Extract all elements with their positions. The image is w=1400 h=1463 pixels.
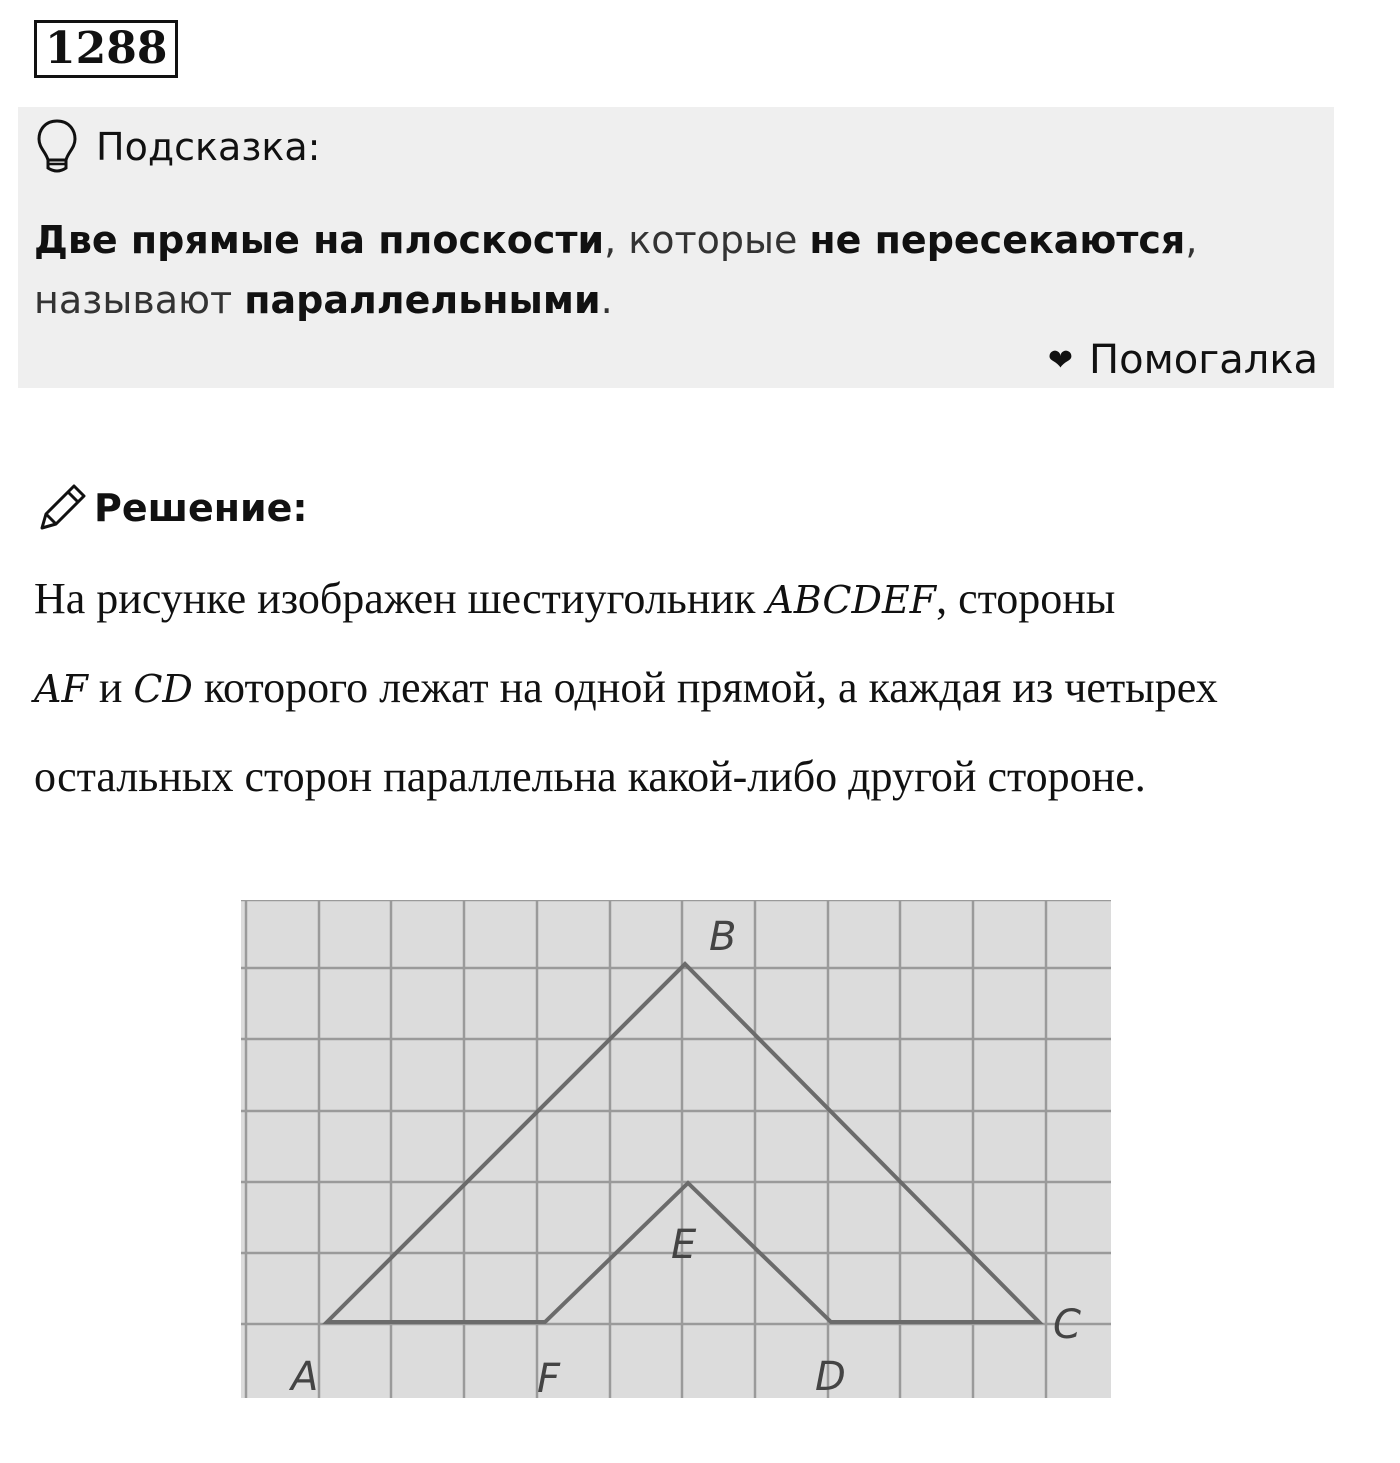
hint-text-plain-4: . [600, 278, 613, 322]
label-e: E [671, 1222, 697, 1268]
figure-photo [241, 900, 1111, 1398]
solution-text-2: , стороны [936, 574, 1116, 623]
task-number: 1288 [34, 20, 178, 78]
solution-text [34, 555, 1334, 820]
hint-text-plain-2: , [1185, 218, 1198, 262]
hint-text-bold-3: параллельными [244, 278, 601, 322]
solution-text-4: которого лежат на одной прямой, а каждая из четырех остальных сторон параллельна какой-либо другой стороне. [34, 663, 1218, 801]
math-side-cd: CD [133, 667, 193, 711]
hint-text-bold-1: Две прямые на плоскости [34, 218, 605, 262]
solution-text-3: и [87, 663, 134, 712]
label-b: B [709, 914, 737, 960]
hint-text-bold-2: не пересекаются [809, 218, 1186, 262]
hint-text-plain-3: называют [34, 278, 245, 322]
heart-icon: ❤ [1047, 342, 1074, 378]
math-side-af: AF [34, 667, 88, 711]
lightbulb-icon [36, 118, 78, 176]
hint-text-plain-1: , которые [604, 218, 810, 262]
label-f: F [537, 1356, 561, 1398]
solution-title: Решение: [94, 486, 308, 530]
helper-label: Помогалка [1089, 337, 1318, 383]
hexagon-drawing [241, 900, 1111, 1398]
math-hexagon: ABCDEF [766, 578, 937, 622]
hint-header [36, 112, 320, 182]
label-d: D [815, 1354, 846, 1398]
label-a: A [291, 1354, 319, 1398]
solution-text-1: На рисунке изображен шестиугольник [34, 574, 767, 623]
solution-header [36, 478, 308, 538]
hint-title: Подсказка: [96, 125, 321, 169]
label-c: C [1053, 1302, 1081, 1348]
hint-text [34, 210, 1304, 330]
pencil-icon [36, 482, 88, 534]
helper-credit [1048, 334, 1318, 386]
